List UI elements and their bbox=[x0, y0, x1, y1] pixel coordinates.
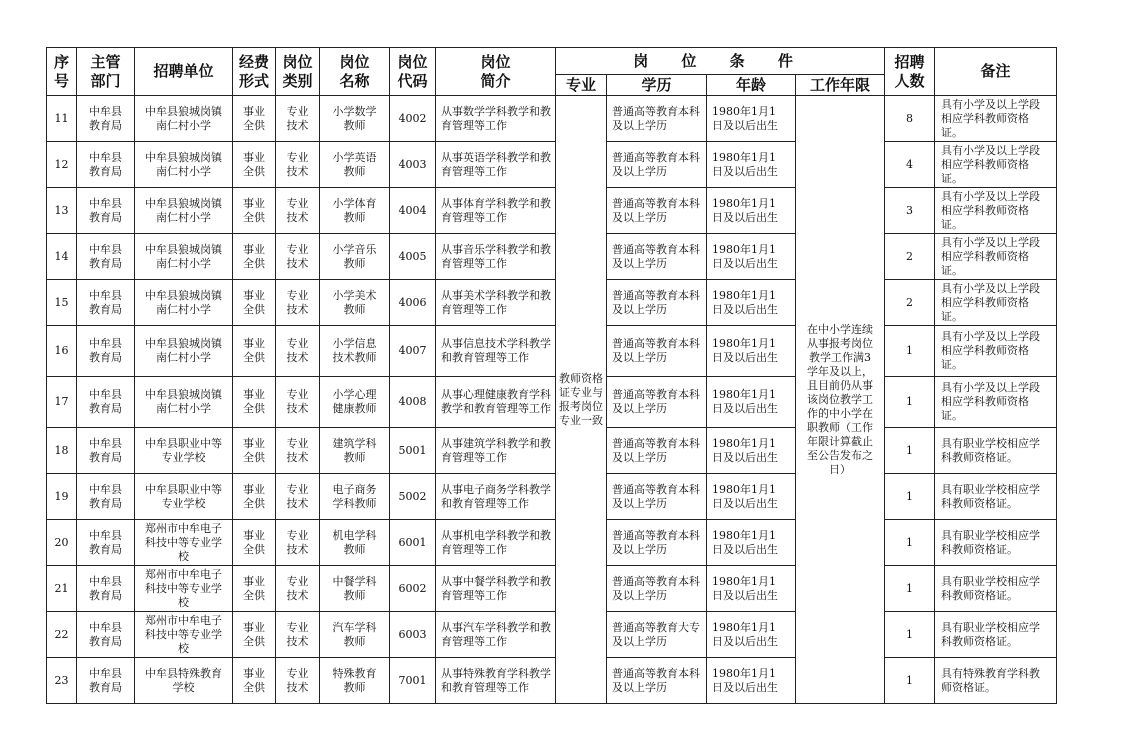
post-name-cell: 电子商务学科教师 bbox=[320, 474, 390, 520]
dept-cell: 中牟县教育局 bbox=[77, 474, 135, 520]
education-cell: 普通高等教育本科及以上学历 bbox=[607, 520, 707, 566]
education-cell: 普通高等教育本科及以上学历 bbox=[607, 96, 707, 142]
dept-cell: 中牟县教育局 bbox=[77, 234, 135, 280]
education-cell: 普通高等教育大专及以上学历 bbox=[607, 612, 707, 658]
count-cell: 2 bbox=[885, 234, 935, 280]
table-row bbox=[47, 474, 1057, 520]
table-row bbox=[47, 566, 1057, 612]
education-cell: 普通高等教育本科及以上学历 bbox=[607, 428, 707, 474]
funding-cell: 事业全供 bbox=[233, 234, 276, 280]
seq-cell: 16 bbox=[47, 326, 77, 377]
unit-cell: 中牟县狼城岗镇南仁村小学 bbox=[135, 96, 233, 142]
count-cell: 3 bbox=[885, 188, 935, 234]
header-post-code: 岗位代码 bbox=[390, 48, 436, 96]
unit-cell: 中牟县狼城岗镇南仁村小学 bbox=[135, 280, 233, 326]
header-category: 岗位类别 bbox=[276, 48, 320, 96]
category-cell: 专业技术 bbox=[276, 658, 320, 704]
seq-cell: 19 bbox=[47, 474, 77, 520]
unit-cell: 郑州市中牟电子科技中等专业学校 bbox=[135, 520, 233, 566]
dept-cell: 中牟县教育局 bbox=[77, 188, 135, 234]
remarks-cell: 具有小学及以上学段相应学科教师资格证。 bbox=[935, 280, 1057, 326]
age-cell: 1980年1月1日及以后出生 bbox=[707, 326, 796, 377]
post-desc-cell: 从事汽车学科教学和教育管理等工作 bbox=[436, 612, 556, 658]
funding-cell: 事业全供 bbox=[233, 566, 276, 612]
post-desc-cell: 从事音乐学科教学和教育管理等工作 bbox=[436, 234, 556, 280]
age-cell: 1980年1月1日及以后出生 bbox=[707, 612, 796, 658]
dept-cell: 中牟县教育局 bbox=[77, 326, 135, 377]
table-row bbox=[47, 96, 1057, 142]
unit-cell: 中牟县职业中等专业学校 bbox=[135, 428, 233, 474]
post-name-cell: 特殊教育教师 bbox=[320, 658, 390, 704]
count-cell: 1 bbox=[885, 658, 935, 704]
recruitment-table bbox=[46, 47, 1057, 704]
age-cell: 1980年1月1日及以后出生 bbox=[707, 280, 796, 326]
education-cell: 普通高等教育本科及以上学历 bbox=[607, 280, 707, 326]
remarks-cell: 具有小学及以上学段相应学科教师资格证。 bbox=[935, 142, 1057, 188]
header-funding: 经费形式 bbox=[233, 48, 276, 96]
remarks-cell: 具有职业学校相应学科教师资格证。 bbox=[935, 474, 1057, 520]
table-body bbox=[47, 96, 1057, 704]
count-cell: 1 bbox=[885, 566, 935, 612]
count-cell: 4 bbox=[885, 142, 935, 188]
table-row bbox=[47, 377, 1057, 428]
count-cell: 2 bbox=[885, 280, 935, 326]
education-cell: 普通高等教育本科及以上学历 bbox=[607, 234, 707, 280]
header-count: 招聘人数 bbox=[885, 48, 935, 96]
funding-cell: 事业全供 bbox=[233, 612, 276, 658]
dept-cell: 中牟县教育局 bbox=[77, 566, 135, 612]
post-desc-cell: 从事建筑学科教学和教育管理等工作 bbox=[436, 428, 556, 474]
seq-cell: 20 bbox=[47, 520, 77, 566]
category-cell: 专业技术 bbox=[276, 612, 320, 658]
dept-cell: 中牟县教育局 bbox=[77, 280, 135, 326]
header-work-years: 工作年限 bbox=[796, 75, 885, 96]
header-post-name: 岗位名称 bbox=[320, 48, 390, 96]
age-cell: 1980年1月1日及以后出生 bbox=[707, 234, 796, 280]
funding-cell: 事业全供 bbox=[233, 280, 276, 326]
category-cell: 专业技术 bbox=[276, 142, 320, 188]
table-row bbox=[47, 280, 1057, 326]
category-cell: 专业技术 bbox=[276, 520, 320, 566]
post-name-cell: 小学英语教师 bbox=[320, 142, 390, 188]
seq-cell: 21 bbox=[47, 566, 77, 612]
funding-cell: 事业全供 bbox=[233, 520, 276, 566]
header-age: 年龄 bbox=[707, 75, 796, 96]
post-code-cell: 6003 bbox=[390, 612, 436, 658]
seq-cell: 22 bbox=[47, 612, 77, 658]
post-name-cell: 机电学科教师 bbox=[320, 520, 390, 566]
seq-cell: 12 bbox=[47, 142, 77, 188]
dept-cell: 中牟县教育局 bbox=[77, 377, 135, 428]
table-row bbox=[47, 142, 1057, 188]
header-seq: 序号 bbox=[47, 48, 77, 96]
table-row bbox=[47, 612, 1057, 658]
remarks-cell: 具有小学及以上学段相应学科教师资格证。 bbox=[935, 234, 1057, 280]
category-cell: 专业技术 bbox=[276, 377, 320, 428]
post-desc-cell: 从事体育学科教学和教育管理等工作 bbox=[436, 188, 556, 234]
unit-cell: 中牟县狼城岗镇南仁村小学 bbox=[135, 326, 233, 377]
age-cell: 1980年1月1日及以后出生 bbox=[707, 520, 796, 566]
post-desc-cell: 从事中餐学科教学和教育管理等工作 bbox=[436, 566, 556, 612]
funding-cell: 事业全供 bbox=[233, 658, 276, 704]
table-row bbox=[47, 658, 1057, 704]
remarks-cell: 具有职业学校相应学科教师资格证。 bbox=[935, 428, 1057, 474]
major-requirement-cell: 教师资格证专业与报考岗位专业一致 bbox=[556, 96, 607, 704]
seq-cell: 17 bbox=[47, 377, 77, 428]
education-cell: 普通高等教育本科及以上学历 bbox=[607, 188, 707, 234]
post-name-cell: 中餐学科教师 bbox=[320, 566, 390, 612]
seq-cell: 23 bbox=[47, 658, 77, 704]
post-code-cell: 4006 bbox=[390, 280, 436, 326]
post-desc-cell: 从事机电学科教学和教育管理等工作 bbox=[436, 520, 556, 566]
dept-cell: 中牟县教育局 bbox=[77, 142, 135, 188]
seq-cell: 18 bbox=[47, 428, 77, 474]
remarks-cell: 具有职业学校相应学科教师资格证。 bbox=[935, 612, 1057, 658]
funding-cell: 事业全供 bbox=[233, 326, 276, 377]
age-cell: 1980年1月1日及以后出生 bbox=[707, 428, 796, 474]
post-desc-cell: 从事特殊教育学科教学和教育管理等工作 bbox=[436, 658, 556, 704]
funding-cell: 事业全供 bbox=[233, 377, 276, 428]
category-cell: 专业技术 bbox=[276, 280, 320, 326]
post-code-cell: 6001 bbox=[390, 520, 436, 566]
post-code-cell: 4004 bbox=[390, 188, 436, 234]
age-cell: 1980年1月1日及以后出生 bbox=[707, 96, 796, 142]
dept-cell: 中牟县教育局 bbox=[77, 520, 135, 566]
post-desc-cell: 从事美术学科教学和教育管理等工作 bbox=[436, 280, 556, 326]
category-cell: 专业技术 bbox=[276, 234, 320, 280]
unit-cell: 中牟县狼城岗镇南仁村小学 bbox=[135, 377, 233, 428]
category-cell: 专业技术 bbox=[276, 96, 320, 142]
table-row bbox=[47, 428, 1057, 474]
remarks-cell: 具有小学及以上学段相应学科教师资格证。 bbox=[935, 188, 1057, 234]
age-cell: 1980年1月1日及以后出生 bbox=[707, 377, 796, 428]
remarks-cell: 具有职业学校相应学科教师资格证。 bbox=[935, 566, 1057, 612]
seq-cell: 14 bbox=[47, 234, 77, 280]
post-name-cell: 小学体育教师 bbox=[320, 188, 390, 234]
education-cell: 普通高等教育本科及以上学历 bbox=[607, 326, 707, 377]
category-cell: 专业技术 bbox=[276, 188, 320, 234]
table-row bbox=[47, 188, 1057, 234]
category-cell: 专业技术 bbox=[276, 326, 320, 377]
post-code-cell: 7001 bbox=[390, 658, 436, 704]
unit-cell: 中牟县特殊教育学校 bbox=[135, 658, 233, 704]
seq-cell: 15 bbox=[47, 280, 77, 326]
header-unit: 招聘单位 bbox=[135, 48, 233, 96]
remarks-cell: 具有小学及以上学段相应学科教师资格证。 bbox=[935, 377, 1057, 428]
education-cell: 普通高等教育本科及以上学历 bbox=[607, 566, 707, 612]
funding-cell: 事业全供 bbox=[233, 474, 276, 520]
table-row bbox=[47, 520, 1057, 566]
post-code-cell: 5002 bbox=[390, 474, 436, 520]
dept-cell: 中牟县教育局 bbox=[77, 658, 135, 704]
funding-cell: 事业全供 bbox=[233, 188, 276, 234]
post-desc-cell: 从事数学学科教学和教育管理等工作 bbox=[436, 96, 556, 142]
post-name-cell: 建筑学科教师 bbox=[320, 428, 390, 474]
age-cell: 1980年1月1日及以后出生 bbox=[707, 658, 796, 704]
remarks-cell: 具有小学及以上学段相应学科教师资格证。 bbox=[935, 96, 1057, 142]
unit-cell: 郑州市中牟电子科技中等专业学校 bbox=[135, 566, 233, 612]
age-cell: 1980年1月1日及以后出生 bbox=[707, 142, 796, 188]
count-cell: 1 bbox=[885, 428, 935, 474]
count-cell: 1 bbox=[885, 326, 935, 377]
header-conditions: 岗 位 条 件 bbox=[556, 48, 885, 75]
post-name-cell: 小学数学教师 bbox=[320, 96, 390, 142]
post-name-cell: 小学音乐教师 bbox=[320, 234, 390, 280]
post-desc-cell: 从事信息技术学科教学和教育管理等工作 bbox=[436, 326, 556, 377]
post-code-cell: 5001 bbox=[390, 428, 436, 474]
header-post-desc: 岗位简介 bbox=[436, 48, 556, 96]
category-cell: 专业技术 bbox=[276, 428, 320, 474]
table-row bbox=[47, 326, 1057, 377]
work-years-cell: 在中小学连续从事报考岗位教学工作满3学年及以上，且目前仍从事该岗位教学工作的中小学在职教师（工作年限计算截止至公告发布之日） bbox=[796, 96, 885, 704]
count-cell: 1 bbox=[885, 474, 935, 520]
count-cell: 1 bbox=[885, 377, 935, 428]
unit-cell: 中牟县狼城岗镇南仁村小学 bbox=[135, 234, 233, 280]
education-cell: 普通高等教育本科及以上学历 bbox=[607, 377, 707, 428]
seq-cell: 11 bbox=[47, 96, 77, 142]
funding-cell: 事业全供 bbox=[233, 428, 276, 474]
post-name-cell: 小学信息技术教师 bbox=[320, 326, 390, 377]
funding-cell: 事业全供 bbox=[233, 96, 276, 142]
age-cell: 1980年1月1日及以后出生 bbox=[707, 566, 796, 612]
age-cell: 1980年1月1日及以后出生 bbox=[707, 188, 796, 234]
seq-cell: 13 bbox=[47, 188, 77, 234]
category-cell: 专业技术 bbox=[276, 566, 320, 612]
post-name-cell: 汽车学科教师 bbox=[320, 612, 390, 658]
remarks-cell: 具有职业学校相应学科教师资格证。 bbox=[935, 520, 1057, 566]
dept-cell: 中牟县教育局 bbox=[77, 96, 135, 142]
post-code-cell: 4007 bbox=[390, 326, 436, 377]
count-cell: 1 bbox=[885, 520, 935, 566]
unit-cell: 中牟县狼城岗镇南仁村小学 bbox=[135, 188, 233, 234]
education-cell: 普通高等教育本科及以上学历 bbox=[607, 474, 707, 520]
dept-cell: 中牟县教育局 bbox=[77, 428, 135, 474]
post-desc-cell: 从事电子商务学科教学和教育管理等工作 bbox=[436, 474, 556, 520]
post-code-cell: 4002 bbox=[390, 96, 436, 142]
remarks-cell: 具有小学及以上学段相应学科教师资格证。 bbox=[935, 326, 1057, 377]
header-major: 专业 bbox=[556, 75, 607, 96]
unit-cell: 郑州市中牟电子科技中等专业学校 bbox=[135, 612, 233, 658]
post-code-cell: 4005 bbox=[390, 234, 436, 280]
post-desc-cell: 从事心理健康教育学科教学和教育管理等工作 bbox=[436, 377, 556, 428]
education-cell: 普通高等教育本科及以上学历 bbox=[607, 142, 707, 188]
post-code-cell: 6002 bbox=[390, 566, 436, 612]
count-cell: 8 bbox=[885, 96, 935, 142]
age-cell: 1980年1月1日及以后出生 bbox=[707, 474, 796, 520]
education-cell: 普通高等教育本科及以上学历 bbox=[607, 658, 707, 704]
header-dept: 主管部门 bbox=[77, 48, 135, 96]
post-desc-cell: 从事英语学科教学和教育管理等工作 bbox=[436, 142, 556, 188]
count-cell: 1 bbox=[885, 612, 935, 658]
dept-cell: 中牟县教育局 bbox=[77, 612, 135, 658]
post-code-cell: 4008 bbox=[390, 377, 436, 428]
unit-cell: 中牟县狼城岗镇南仁村小学 bbox=[135, 142, 233, 188]
header-remarks: 备注 bbox=[935, 48, 1057, 96]
category-cell: 专业技术 bbox=[276, 474, 320, 520]
header-education: 学历 bbox=[607, 75, 707, 96]
remarks-cell: 具有特殊教育学科教师资格证。 bbox=[935, 658, 1057, 704]
post-name-cell: 小学心理健康教师 bbox=[320, 377, 390, 428]
post-code-cell: 4003 bbox=[390, 142, 436, 188]
unit-cell: 中牟县职业中等专业学校 bbox=[135, 474, 233, 520]
post-name-cell: 小学美术教师 bbox=[320, 280, 390, 326]
funding-cell: 事业全供 bbox=[233, 142, 276, 188]
table-row bbox=[47, 234, 1057, 280]
